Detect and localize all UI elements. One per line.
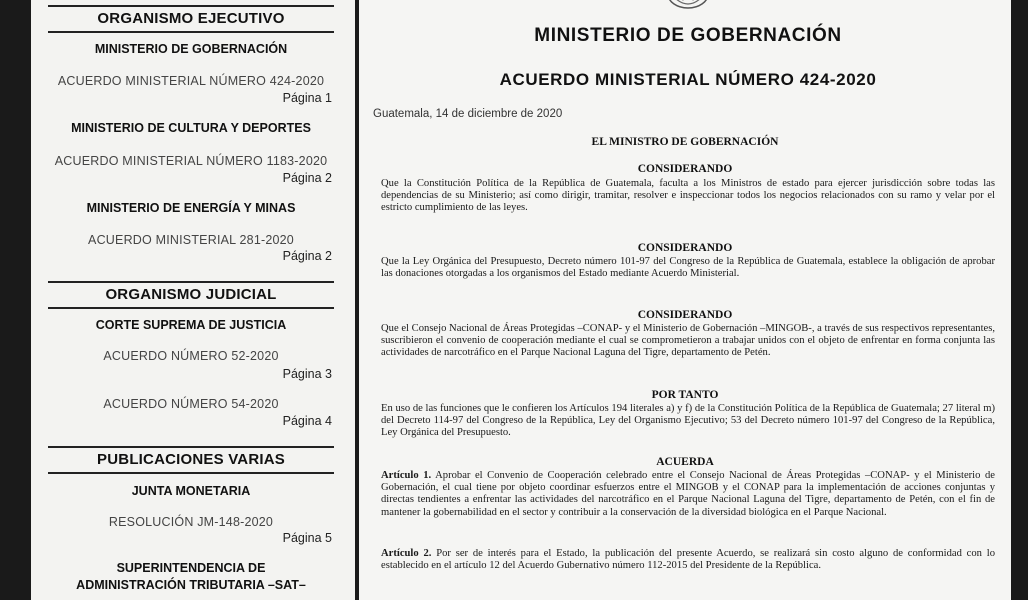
doc-link-281-2020[interactable]: ACUERDO MINISTERIAL 281-2020 — [88, 233, 294, 247]
page-ref: Página 4 — [282, 414, 332, 428]
document-title: ACUERDO MINISTERIAL NÚMERO 424-2020 — [499, 70, 877, 89]
summary-index — [48, 0, 334, 600]
org-corte-suprema: CORTE SUPREMA DE JUSTICIA — [95, 318, 287, 332]
article-1 — [381, 470, 995, 519]
org-sat-line2: ADMINISTRACIÓN TRIBUTARIA –SAT– — [76, 578, 306, 592]
doc-link-1183-2020[interactable]: ACUERDO MINISTERIAL NÚMERO 1183-2020 — [54, 154, 328, 168]
section-heading-judicial: ORGANISMO JUDICIAL — [48, 281, 334, 309]
considerando-1-text: Que la Constitución Política de la República de Guatemala, faculta a los Ministros de estado para ejercer jurisdicción sobre todas las dependencias de su Ministerio; así como dirigir, tramitar, resolver e inspeccionar todos los negocios relacionados con su ramo y velar por el estricto cumplimiento de las leyes. — [381, 178, 995, 214]
page-ref: Página 1 — [282, 91, 332, 105]
org-mingob: MINISTERIO DE GOBERNACIÓN — [94, 42, 288, 56]
acuerda-heading: ACUERDA — [656, 456, 714, 468]
article-2-text: Por ser de interés para el Estado, la publicación del presente Acuerdo, se realizará sin costo alguno de conformidad con lo establecido en el artículo 12 del Acuerdo Gubernativo número 112-2015 del Presidente de la República. — [381, 548, 995, 572]
article-1-label: Artículo 1. — [381, 470, 432, 481]
section-heading-ejecutivo: ORGANISMO EJECUTIVO — [48, 5, 334, 33]
doc-link-52-2020[interactable]: ACUERDO NÚMERO 52-2020 — [103, 349, 279, 363]
document-date: Guatemala, 14 de diciembre de 2020 — [373, 108, 563, 120]
ministry-title: MINISTERIO DE GOBERNACIÓN — [534, 25, 842, 46]
considerando-heading: CONSIDERANDO — [637, 309, 733, 321]
considerando-3-text: Que el Consejo Nacional de Áreas Protegidas –CONAP- y el Ministerio de Gobernación –MINGOB-, a través de sus respectivos representantes, suscribieron el convenio de cooperación mediante el cual se comprometieron a trabajar unidos con el objeto de enfrentar en forma conjunta las actividades de narcotráfico en el Parque Nacional Laguna del Tigre, departamento de Petén. — [381, 323, 995, 359]
article-2 — [381, 548, 995, 572]
doc-link-424-2020[interactable]: ACUERDO MINISTERIAL NÚMERO 424-2020 — [57, 74, 325, 88]
por-tanto-text: En uso de las funciones que le confieren los Artículos 194 literales a) y f) de la Constitución Política de la República de Guatemala; 27 literal m) del Decreto 114-97 del Congreso de la República, Ley del Organismo Ejecutivo; 53 del Decreto número 101-97 del Congreso de la República, Ley Orgánica del Presupuesto. — [381, 403, 995, 439]
doc-link-jm-148-2020[interactable]: RESOLUCIÓN JM-148-2020 — [108, 515, 274, 529]
por-tanto-heading: POR TANTO — [651, 389, 719, 401]
page-ref: Página 2 — [282, 249, 332, 263]
page-ref: Página 3 — [282, 367, 332, 381]
page-ref: Página 5 — [282, 531, 332, 545]
org-junta-monetaria: JUNTA MONETARIA — [131, 484, 251, 498]
doc-link-54-2020[interactable]: ACUERDO NÚMERO 54-2020 — [103, 397, 279, 411]
considerando-2-text: Que la Ley Orgánica del Presupuesto, Decreto número 101-97 del Congreso de la República de Guatemala, establece la obligación de aprobar las donaciones otorgadas a los organismos del Estado mediante Acuerdo Ministerial. — [381, 256, 995, 280]
page-ref: Página 2 — [282, 171, 332, 185]
article-2-label: Artículo 2. — [381, 548, 432, 559]
org-sat-line1: SUPERINTENDENCIA DE — [116, 561, 266, 575]
org-cultura-deportes: MINISTERIO DE CULTURA Y DEPORTES — [71, 121, 311, 135]
section-heading-publicaciones: PUBLICACIONES VARIAS — [48, 446, 334, 474]
authority-heading: EL MINISTRO DE GOBERNACIÓN — [591, 136, 779, 148]
considerando-heading: CONSIDERANDO — [637, 242, 733, 254]
considerando-heading: CONSIDERANDO — [637, 163, 733, 175]
org-energia-minas: MINISTERIO DE ENERGÍA Y MINAS — [86, 201, 296, 215]
coat-of-arms-icon — [665, 0, 711, 16]
article-1-text: Aprobar el Convenio de Cooperación celebrado entre el Consejo Nacional de Áreas Protegidas –CONAP- y el Ministerio de Gobernación, el cual tiene por objeto coordinar esfuerzos entre el MINGOB y el CONAP para la implementación de acciones conjuntas y directas tendientes a enfrentar las actividades del narcotráfico en el Parque Nacional Laguna del Tigre, departamento de Petén, con el fin de mantener la gobernabilidad en el sector y contribuir a la conservación de la diversidad biológica en el Parque Nacional. — [381, 470, 995, 518]
